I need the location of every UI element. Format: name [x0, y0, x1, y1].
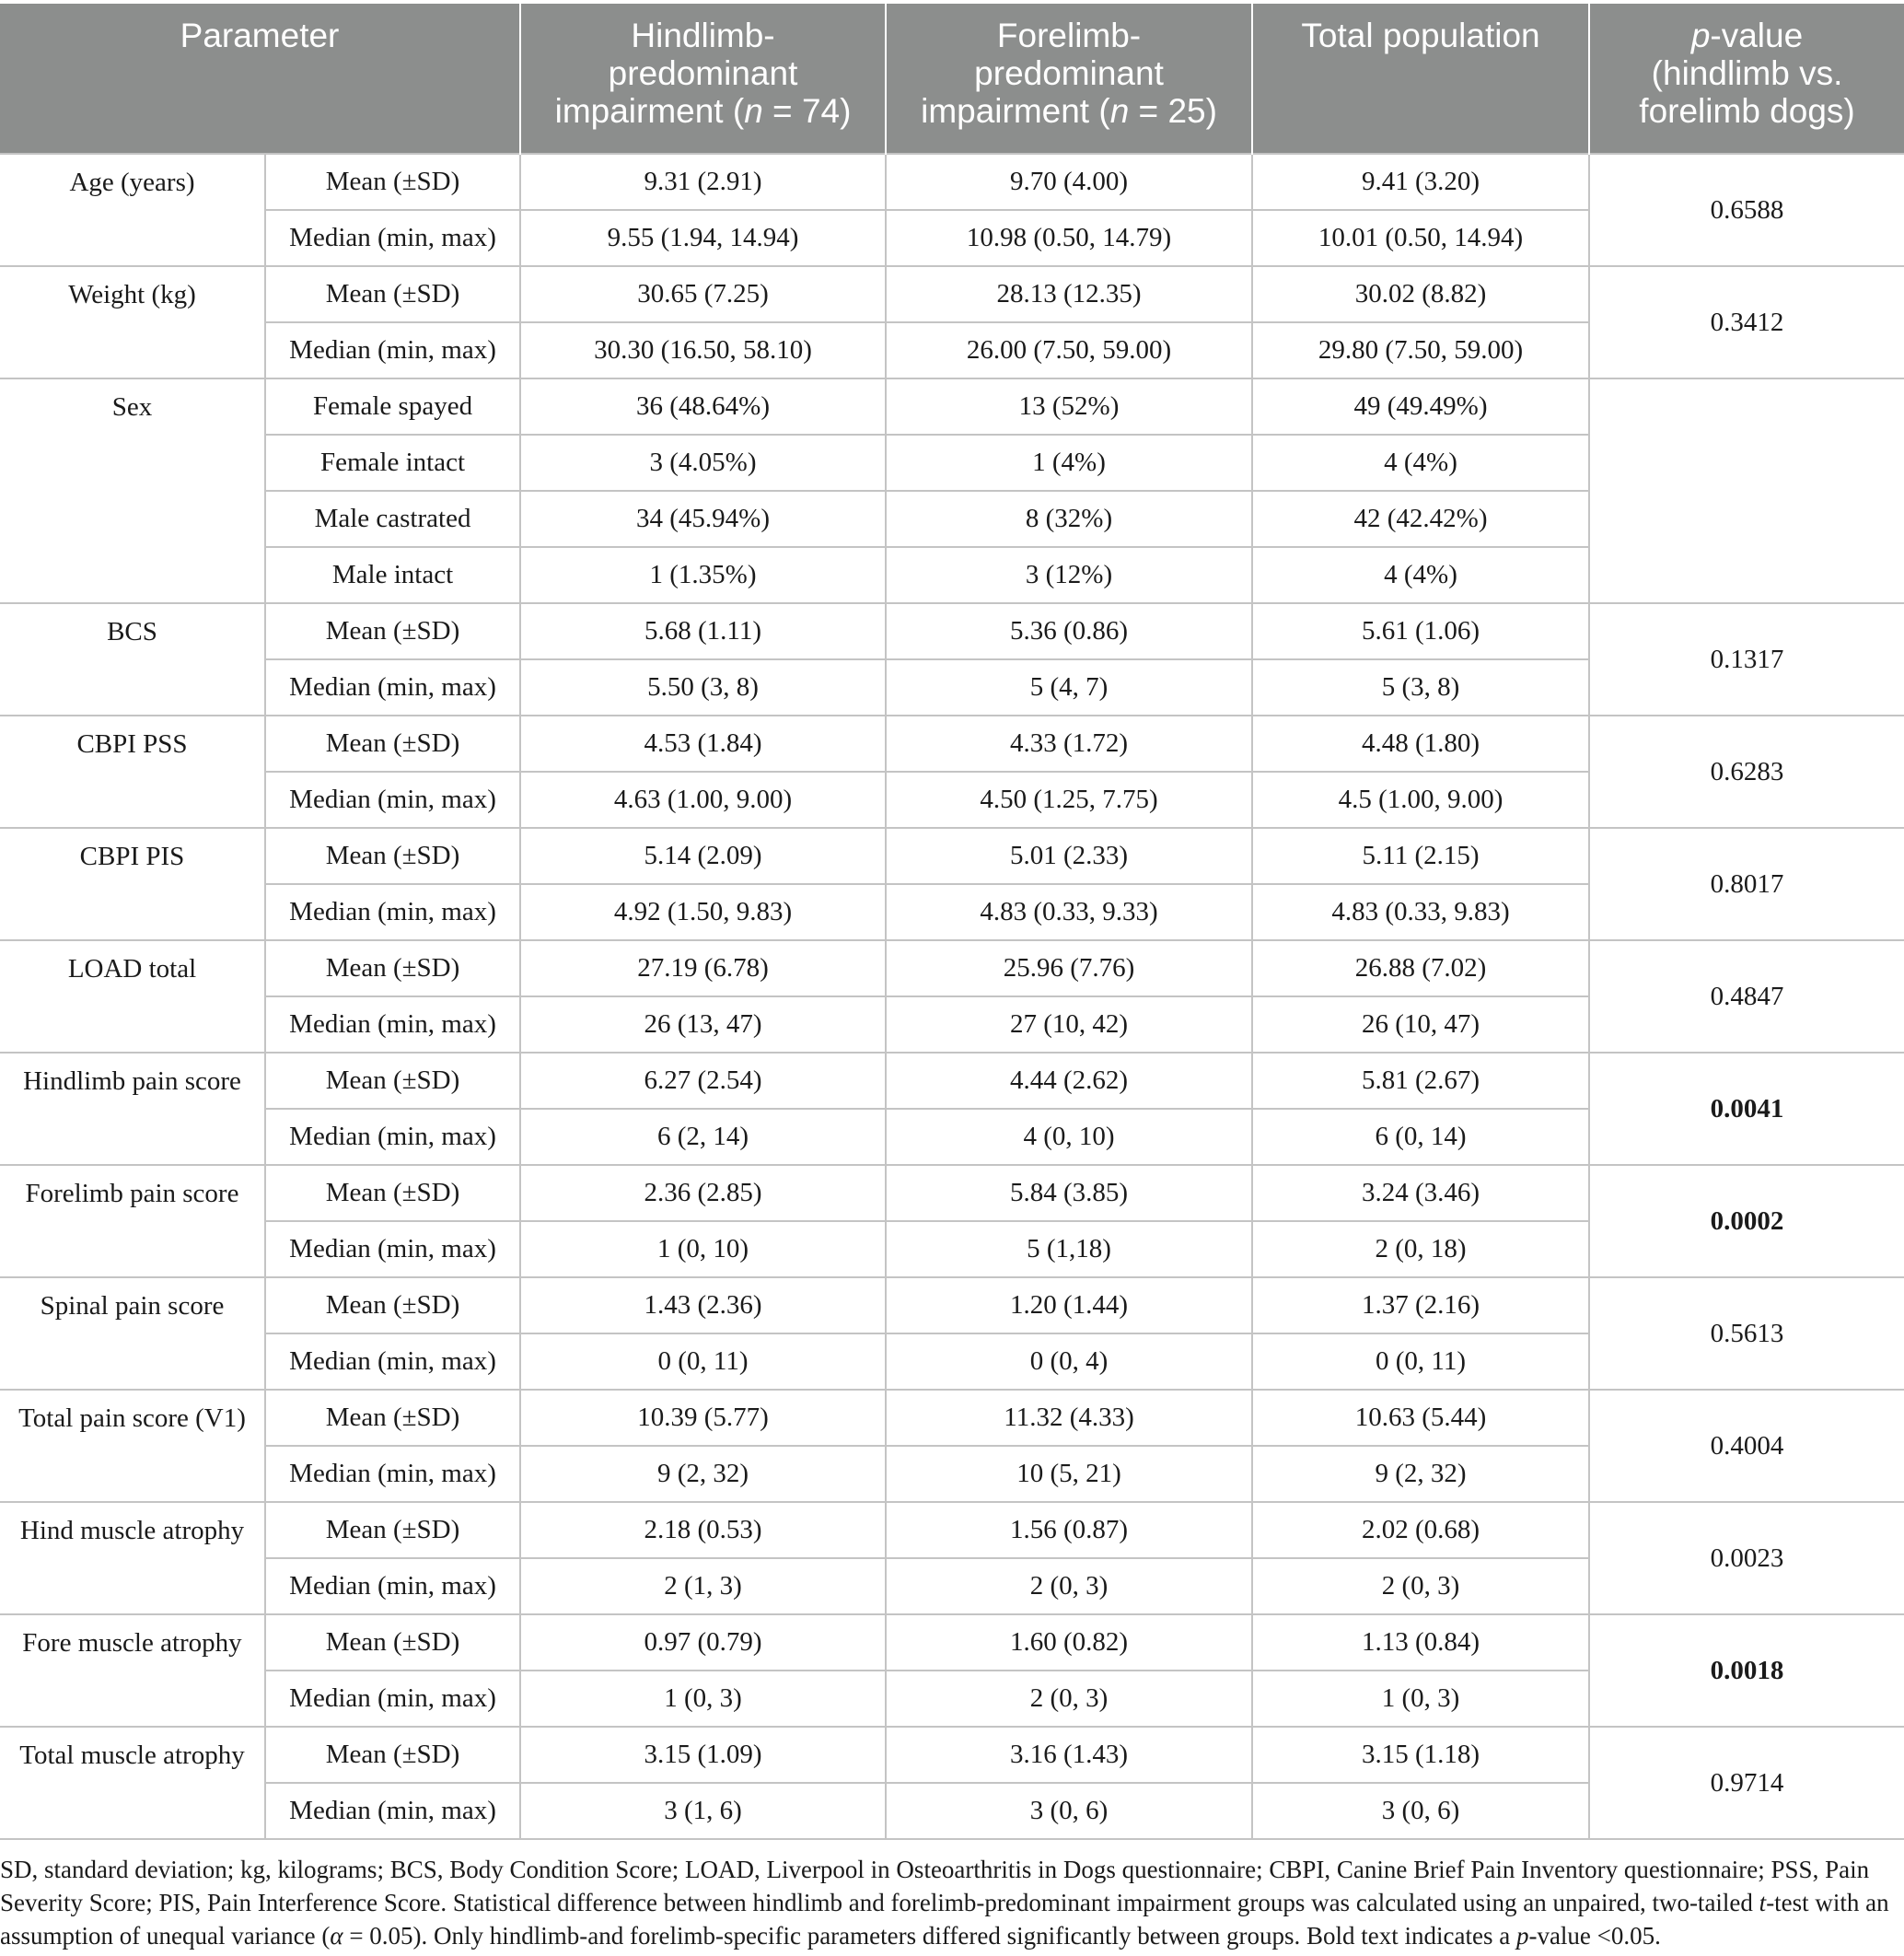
parameter-cell: Hind muscle atrophy	[0, 1502, 265, 1614]
parameter-cell: BCS	[0, 603, 265, 716]
pvalue-cell: 0.4847	[1589, 940, 1904, 1053]
parameter-cell: Total muscle atrophy	[0, 1727, 265, 1839]
header-forelimb-line3-post: = 25)	[1129, 92, 1217, 130]
header-pvalue	[1589, 4, 1904, 154]
total-value-cell: 26.88 (7.02)	[1252, 940, 1589, 996]
forelimb-value-cell: 25.96 (7.76)	[886, 940, 1252, 996]
total-value-cell: 42 (42.42%)	[1252, 491, 1589, 547]
stat-cell: Median (min, max)	[265, 210, 520, 266]
hindlimb-value-cell: 1.43 (2.36)	[520, 1277, 886, 1333]
forelimb-value-cell: 4.83 (0.33, 9.33)	[886, 884, 1252, 940]
total-value-cell: 29.80 (7.50, 59.00)	[1252, 322, 1589, 378]
header-pvalue-p: p	[1690, 17, 1711, 54]
hindlimb-value-cell: 30.30 (16.50, 58.10)	[520, 322, 886, 378]
hindlimb-value-cell: 36 (48.64%)	[520, 378, 886, 435]
forelimb-value-cell: 3 (0, 6)	[886, 1783, 1252, 1839]
parameter-cell: Weight (kg)	[0, 266, 265, 378]
forelimb-value-cell: 5 (1,18)	[886, 1221, 1252, 1277]
total-value-cell: 5.11 (2.15)	[1252, 828, 1589, 884]
total-value-cell: 49 (49.49%)	[1252, 378, 1589, 435]
hindlimb-value-cell: 30.65 (7.25)	[520, 266, 886, 322]
forelimb-value-cell: 10 (5, 21)	[886, 1446, 1252, 1502]
forelimb-value-cell: 8 (32%)	[886, 491, 1252, 547]
data-table-container	[0, 4, 1904, 1840]
stat-cell: Median (min, max)	[265, 1671, 520, 1727]
total-value-cell: 4.48 (1.80)	[1252, 716, 1589, 772]
header-parameter	[0, 4, 520, 154]
total-value-cell: 9.41 (3.20)	[1252, 154, 1589, 210]
footnote-alpha: α	[330, 1922, 343, 1950]
total-value-cell: 1.37 (2.16)	[1252, 1277, 1589, 1333]
total-value-cell: 4 (4%)	[1252, 435, 1589, 491]
stat-cell: Mean (±SD)	[265, 266, 520, 322]
total-value-cell: 4 (4%)	[1252, 547, 1589, 603]
stat-cell: Median (min, max)	[265, 1446, 520, 1502]
forelimb-value-cell: 3.16 (1.43)	[886, 1727, 1252, 1783]
stat-cell: Female spayed	[265, 378, 520, 435]
table-header	[0, 4, 1904, 154]
total-value-cell: 5.61 (1.06)	[1252, 603, 1589, 659]
forelimb-value-cell: 4.50 (1.25, 7.75)	[886, 772, 1252, 828]
stat-cell: Mean (±SD)	[265, 1390, 520, 1446]
pvalue-cell: 0.0018	[1589, 1614, 1904, 1727]
hindlimb-value-cell: 9.55 (1.94, 14.94)	[520, 210, 886, 266]
header-forelimb-n: n	[1109, 92, 1130, 130]
total-value-cell: 3 (0, 6)	[1252, 1783, 1589, 1839]
stat-cell: Median (min, max)	[265, 996, 520, 1053]
forelimb-value-cell: 5.01 (2.33)	[886, 828, 1252, 884]
footnote-t: t	[1759, 1889, 1767, 1916]
header-total	[1252, 4, 1589, 154]
hindlimb-value-cell: 4.92 (1.50, 9.83)	[520, 884, 886, 940]
parameter-cell: Sex	[0, 378, 265, 603]
parameter-cell: Age (years)	[0, 154, 265, 266]
stat-cell: Male castrated	[265, 491, 520, 547]
hindlimb-value-cell: 9.31 (2.91)	[520, 154, 886, 210]
stat-cell: Mean (±SD)	[265, 940, 520, 996]
pvalue-cell: 0.3412	[1589, 266, 1904, 378]
header-parameter-label: Parameter	[180, 17, 340, 54]
header-total-label: Total population	[1301, 17, 1540, 54]
parameter-cell: CBPI PIS	[0, 828, 265, 940]
stat-cell: Male intact	[265, 547, 520, 603]
footnote-part2: -test with an assumption of unequal variance (	[0, 1889, 1889, 1950]
pvalue-cell: 0.9714	[1589, 1727, 1904, 1839]
header-pvalue-line3: forelimb dogs)	[1639, 92, 1855, 130]
stat-cell: Female intact	[265, 435, 520, 491]
table-row	[0, 1727, 1904, 1783]
header-forelimb-line2: predominant	[974, 54, 1164, 92]
stat-cell: Mean (±SD)	[265, 1053, 520, 1109]
forelimb-value-cell: 1.20 (1.44)	[886, 1277, 1252, 1333]
total-value-cell: 9 (2, 32)	[1252, 1446, 1589, 1502]
header-hindlimb	[520, 4, 886, 154]
forelimb-value-cell: 28.13 (12.35)	[886, 266, 1252, 322]
total-value-cell: 30.02 (8.82)	[1252, 266, 1589, 322]
header-hindlimb-line3-post: = 74)	[762, 92, 852, 130]
table-footnote	[0, 1853, 1897, 1952]
stat-cell: Mean (±SD)	[265, 154, 520, 210]
stat-cell: Mean (±SD)	[265, 1727, 520, 1783]
stat-cell: Mean (±SD)	[265, 1277, 520, 1333]
footnote-p: p	[1515, 1922, 1529, 1950]
stat-cell: Median (min, max)	[265, 1333, 520, 1390]
pvalue-cell: 0.4004	[1589, 1390, 1904, 1502]
header-forelimb-line3-pre: impairment (	[921, 92, 1110, 130]
pvalue-cell: 0.1317	[1589, 603, 1904, 716]
hindlimb-value-cell: 1 (1.35%)	[520, 547, 886, 603]
parameter-cell: Hindlimb pain score	[0, 1053, 265, 1165]
parameter-cell: Spinal pain score	[0, 1277, 265, 1390]
stat-cell: Mean (±SD)	[265, 1165, 520, 1221]
forelimb-value-cell: 5 (4, 7)	[886, 659, 1252, 716]
hindlimb-value-cell: 2.18 (0.53)	[520, 1502, 886, 1558]
forelimb-value-cell: 0 (0, 4)	[886, 1333, 1252, 1390]
forelimb-value-cell: 2 (0, 3)	[886, 1671, 1252, 1727]
parameter-cell: Fore muscle atrophy	[0, 1614, 265, 1727]
table-body	[0, 154, 1904, 1839]
forelimb-value-cell: 2 (0, 3)	[886, 1558, 1252, 1614]
total-value-cell: 3.24 (3.46)	[1252, 1165, 1589, 1221]
forelimb-value-cell: 5.36 (0.86)	[886, 603, 1252, 659]
table-row	[0, 1165, 1904, 1221]
hindlimb-value-cell: 1 (0, 3)	[520, 1671, 886, 1727]
total-value-cell: 1 (0, 3)	[1252, 1671, 1589, 1727]
hindlimb-value-cell: 0 (0, 11)	[520, 1333, 886, 1390]
pvalue-cell: 0.6588	[1589, 154, 1904, 266]
hindlimb-value-cell: 0.97 (0.79)	[520, 1614, 886, 1671]
hindlimb-value-cell: 2.36 (2.85)	[520, 1165, 886, 1221]
table-row	[0, 603, 1904, 659]
pvalue-cell: 0.0002	[1589, 1165, 1904, 1277]
footnote-part4: -value <0.05.	[1528, 1922, 1661, 1950]
stat-cell: Median (min, max)	[265, 1558, 520, 1614]
total-value-cell: 0 (0, 11)	[1252, 1333, 1589, 1390]
forelimb-value-cell: 1.60 (0.82)	[886, 1614, 1252, 1671]
pvalue-cell: 0.8017	[1589, 828, 1904, 940]
parameter-cell: Total pain score (V1)	[0, 1390, 265, 1502]
header-hindlimb-line1: Hindlimb-	[631, 17, 775, 54]
table-row	[0, 1614, 1904, 1671]
forelimb-value-cell: 9.70 (4.00)	[886, 154, 1252, 210]
hindlimb-value-cell: 34 (45.94%)	[520, 491, 886, 547]
forelimb-value-cell: 1 (4%)	[886, 435, 1252, 491]
stat-cell: Median (min, max)	[265, 1783, 520, 1839]
header-forelimb	[886, 4, 1252, 154]
hindlimb-value-cell: 4.63 (1.00, 9.00)	[520, 772, 886, 828]
hindlimb-value-cell: 6 (2, 14)	[520, 1109, 886, 1165]
stat-cell: Mean (±SD)	[265, 716, 520, 772]
stat-cell: Mean (±SD)	[265, 828, 520, 884]
pvalue-cell: 0.5613	[1589, 1277, 1904, 1390]
stat-cell: Mean (±SD)	[265, 603, 520, 659]
pvalue-cell	[1589, 378, 1904, 603]
table-row	[0, 828, 1904, 884]
data-table	[0, 4, 1904, 1840]
parameter-cell: LOAD total	[0, 940, 265, 1053]
hindlimb-value-cell: 10.39 (5.77)	[520, 1390, 886, 1446]
hindlimb-value-cell: 9 (2, 32)	[520, 1446, 886, 1502]
stat-cell: Median (min, max)	[265, 1109, 520, 1165]
forelimb-value-cell: 4.33 (1.72)	[886, 716, 1252, 772]
hindlimb-value-cell: 5.68 (1.11)	[520, 603, 886, 659]
parameter-cell: CBPI PSS	[0, 716, 265, 828]
total-value-cell: 4.5 (1.00, 9.00)	[1252, 772, 1589, 828]
pvalue-cell: 0.6283	[1589, 716, 1904, 828]
total-value-cell: 2.02 (0.68)	[1252, 1502, 1589, 1558]
table-row	[0, 940, 1904, 996]
total-value-cell: 5.81 (2.67)	[1252, 1053, 1589, 1109]
table-row	[0, 716, 1904, 772]
hindlimb-value-cell: 5.50 (3, 8)	[520, 659, 886, 716]
forelimb-value-cell: 27 (10, 42)	[886, 996, 1252, 1053]
header-hindlimb-line2: predominant	[608, 54, 798, 92]
header-pvalue-line1-post: -value	[1710, 17, 1804, 54]
parameter-cell: Forelimb pain score	[0, 1165, 265, 1277]
forelimb-value-cell: 5.84 (3.85)	[886, 1165, 1252, 1221]
stat-cell: Mean (±SD)	[265, 1502, 520, 1558]
pvalue-cell: 0.0041	[1589, 1053, 1904, 1165]
hindlimb-value-cell: 4.53 (1.84)	[520, 716, 886, 772]
forelimb-value-cell: 13 (52%)	[886, 378, 1252, 435]
header-hindlimb-line3-pre: impairment (	[554, 92, 745, 130]
header-forelimb-line1: Forelimb-	[996, 17, 1142, 54]
hindlimb-value-cell: 3 (4.05%)	[520, 435, 886, 491]
hindlimb-value-cell: 1 (0, 10)	[520, 1221, 886, 1277]
stat-cell: Mean (±SD)	[265, 1614, 520, 1671]
table-row	[0, 1053, 1904, 1109]
forelimb-value-cell: 4 (0, 10)	[886, 1109, 1252, 1165]
total-value-cell: 1.13 (0.84)	[1252, 1614, 1589, 1671]
total-value-cell: 6 (0, 14)	[1252, 1109, 1589, 1165]
total-value-cell: 26 (10, 47)	[1252, 996, 1589, 1053]
hindlimb-value-cell: 26 (13, 47)	[520, 996, 886, 1053]
table-row	[0, 1502, 1904, 1558]
hindlimb-value-cell: 5.14 (2.09)	[520, 828, 886, 884]
table-row	[0, 378, 1904, 435]
forelimb-value-cell: 1.56 (0.87)	[886, 1502, 1252, 1558]
table-row	[0, 266, 1904, 322]
table-row	[0, 1277, 1904, 1333]
stat-cell: Median (min, max)	[265, 772, 520, 828]
total-value-cell: 2 (0, 3)	[1252, 1558, 1589, 1614]
hindlimb-value-cell: 3.15 (1.09)	[520, 1727, 886, 1783]
total-value-cell: 10.01 (0.50, 14.94)	[1252, 210, 1589, 266]
stat-cell: Median (min, max)	[265, 659, 520, 716]
header-row	[0, 4, 1904, 154]
header-pvalue-line2: (hindlimb vs.	[1651, 54, 1843, 92]
forelimb-value-cell: 11.32 (4.33)	[886, 1390, 1252, 1446]
forelimb-value-cell: 10.98 (0.50, 14.79)	[886, 210, 1252, 266]
total-value-cell: 3.15 (1.18)	[1252, 1727, 1589, 1783]
stat-cell: Median (min, max)	[265, 1221, 520, 1277]
table-row	[0, 154, 1904, 210]
total-value-cell: 4.83 (0.33, 9.83)	[1252, 884, 1589, 940]
total-value-cell: 2 (0, 18)	[1252, 1221, 1589, 1277]
hindlimb-value-cell: 6.27 (2.54)	[520, 1053, 886, 1109]
stat-cell: Median (min, max)	[265, 322, 520, 378]
total-value-cell: 10.63 (5.44)	[1252, 1390, 1589, 1446]
stat-cell: Median (min, max)	[265, 884, 520, 940]
forelimb-value-cell: 26.00 (7.50, 59.00)	[886, 322, 1252, 378]
table-row	[0, 1390, 1904, 1446]
footnote-part3: = 0.05). Only hindlimb-and forelimb-specific parameters differed significantly between groups. Bold text indicates a	[342, 1922, 1516, 1950]
forelimb-value-cell: 3 (12%)	[886, 547, 1252, 603]
forelimb-value-cell: 4.44 (2.62)	[886, 1053, 1252, 1109]
hindlimb-value-cell: 3 (1, 6)	[520, 1783, 886, 1839]
footnote-part1: SD, standard deviation; kg, kilograms; BCS, Body Condition Score; LOAD, Liverpool in Osteoarthritis in Dogs questionnaire; CBPI, Canine Brief Pain Inventory questionnaire; PSS, Pain Severity Score; PIS, Pain Interference Score. Statistical difference between hindlimb and forelimb-predominant impairment groups was calculated using an unpaired, two-tailed	[0, 1856, 1870, 1916]
pvalue-cell: 0.0023	[1589, 1502, 1904, 1614]
header-hindlimb-n: n	[744, 92, 763, 130]
total-value-cell: 5 (3, 8)	[1252, 659, 1589, 716]
hindlimb-value-cell: 2 (1, 3)	[520, 1558, 886, 1614]
hindlimb-value-cell: 27.19 (6.78)	[520, 940, 886, 996]
